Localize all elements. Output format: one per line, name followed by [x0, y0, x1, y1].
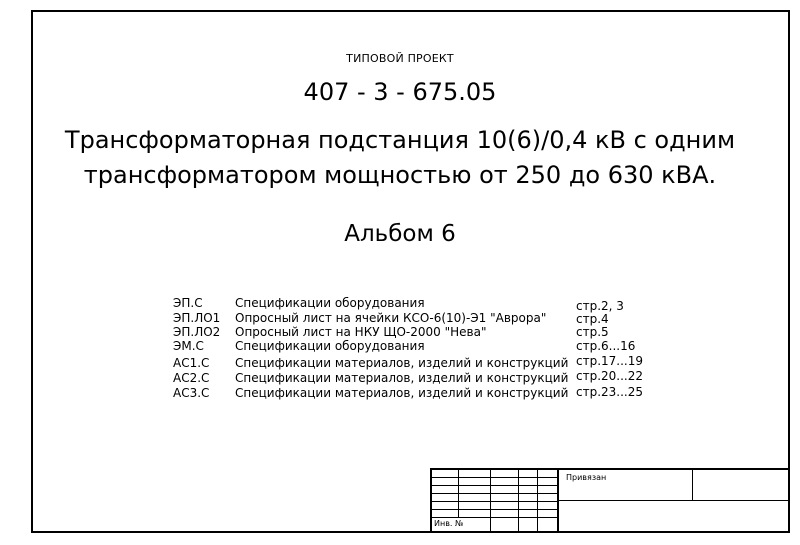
title-block-row-line — [430, 517, 558, 518]
bound-label: Привязан — [566, 473, 607, 482]
title-block-row-line — [430, 501, 558, 502]
project-type-label: ТИПОВОЙ ПРОЕКТ — [346, 52, 454, 65]
contents-code: ЭП.ЛО1 — [173, 311, 221, 325]
title-block-divider — [692, 468, 693, 500]
contents-pages: стр.20...22 — [576, 369, 644, 383]
album-number: Альбом 6 — [344, 221, 456, 247]
contents-pages: стр.6...16 — [576, 339, 636, 353]
inventory-label: Инв. № — [434, 519, 464, 528]
contents-description: Спецификации оборудования — [235, 296, 425, 310]
title-block-row-line — [430, 485, 558, 486]
title-line-1: Трансформаторная подстанция 10(6)/0,4 кВ с одним — [64, 126, 736, 154]
contents-pages: стр.2, 3 — [576, 299, 624, 313]
contents-description: Опросный лист на ячейки КСО-6(10)-Э1 "Аврора" — [235, 311, 547, 325]
title-block-row-line — [430, 509, 558, 510]
contents-pages: стр.4 — [576, 312, 609, 326]
title-block-row-line — [430, 477, 558, 478]
contents-code: ЭП.С — [173, 296, 203, 310]
title-line-2: трансформатором мощностью от 250 до 630 кВА. — [83, 161, 717, 189]
title-block-row-line — [430, 493, 558, 494]
contents-pages: стр.23...25 — [576, 385, 644, 399]
contents-description: Спецификации оборудования — [235, 339, 425, 353]
contents-description: Спецификации материалов, изделий и конструкций — [235, 386, 569, 400]
contents-description: Спецификации материалов, изделий и конструкций — [235, 371, 569, 385]
title-block-row-line — [558, 500, 790, 501]
contents-code: ЭП.ЛО2 — [173, 325, 221, 339]
contents-description: Спецификации материалов, изделий и конструкций — [235, 356, 569, 370]
contents-pages: стр.5 — [576, 325, 609, 339]
contents-description: Опросный лист на НКУ ЩО-2000 "Нева" — [235, 325, 487, 339]
contents-code: АС3.С — [173, 386, 210, 400]
project-number: 407 - 3 - 675.05 — [303, 78, 497, 106]
contents-pages: стр.17...19 — [576, 354, 644, 368]
title-block-border — [430, 468, 790, 470]
title-block — [430, 468, 790, 533]
contents-code: ЭМ.С — [173, 339, 204, 353]
contents-code: АС1.С — [173, 356, 210, 370]
contents-code: АС2.С — [173, 371, 210, 385]
